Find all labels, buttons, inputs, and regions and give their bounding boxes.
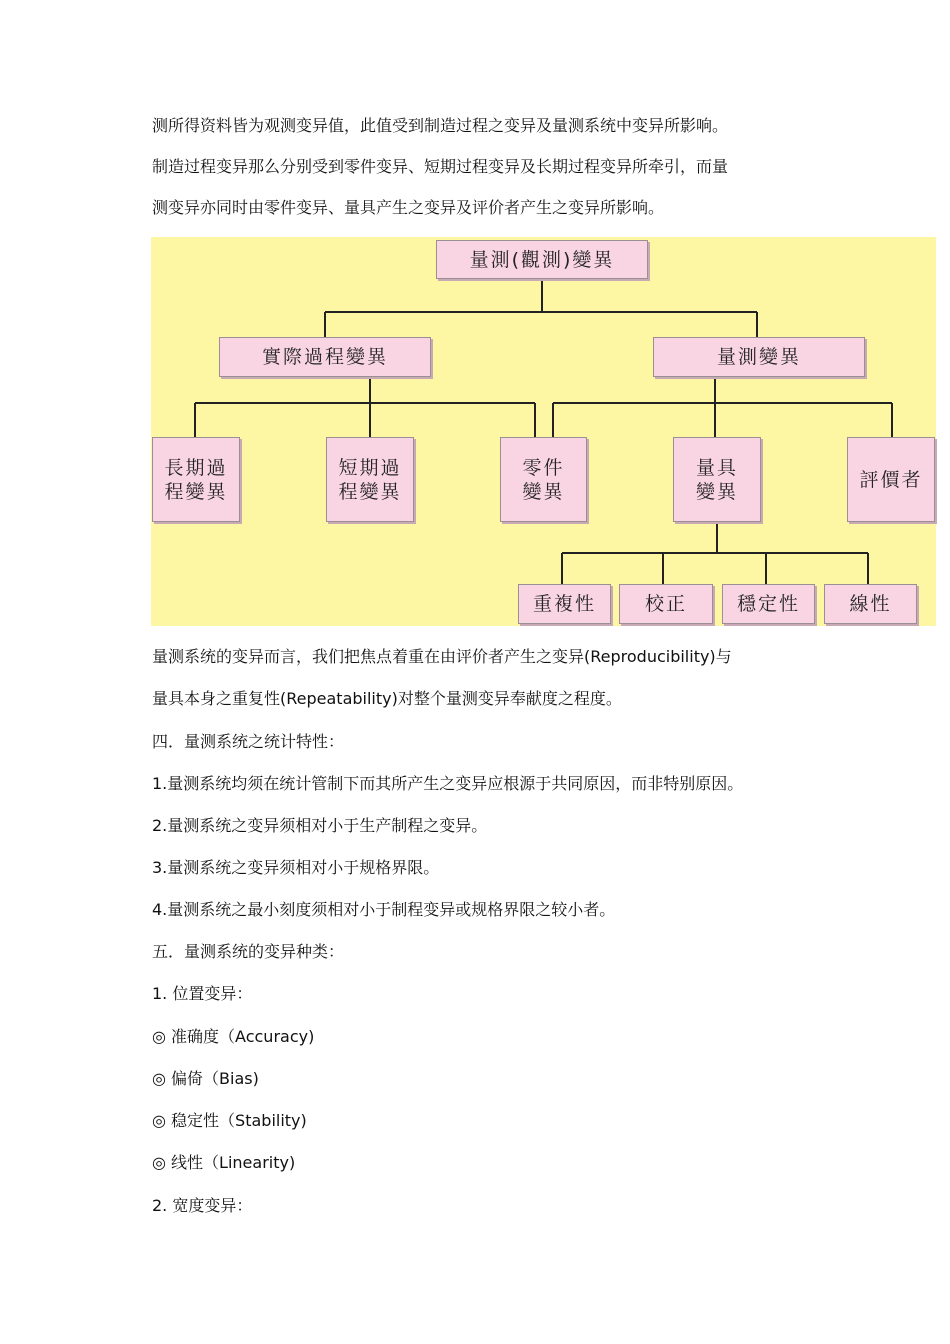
node-long-term-variation: 長期過 程變異 bbox=[152, 437, 240, 522]
node-repeatability: 重複性 bbox=[518, 584, 611, 624]
node-part-variation: 零件 變異 bbox=[500, 437, 587, 522]
subsection-location-variation: 1. 位置变异： bbox=[152, 984, 253, 1003]
paragraph-line-1: 测所得资料皆为观测变异值，此值受到制造过程之变异及量测系统中变异所影响。 bbox=[152, 116, 729, 135]
node-short-term-variation: 短期過 程變異 bbox=[326, 437, 414, 522]
list-item-2: 2.量测系统之变异须相对小于生产制程之变异。 bbox=[152, 816, 488, 835]
section-heading-5: 五．量测系统的变异种类： bbox=[152, 942, 345, 961]
node-gauge-variation: 量具 變異 bbox=[673, 437, 761, 522]
node-measured-variation: 量測(觀測)變異 bbox=[436, 240, 648, 279]
paragraph-line-4: 量测系统的变异而言，我们把焦点着重在由评价者产生之变异(Reproducibility)与 bbox=[152, 647, 732, 666]
paragraph-line-5: 量具本身之重复性(Repeatability)对整个量测变异奉献度之程度。 bbox=[152, 689, 622, 708]
paragraph-line-2: 制造过程变异那么分别受到零件变异、短期过程变异及长期过程变异所牵引，而量 bbox=[152, 157, 729, 176]
bullet-stability: ◎ 稳定性（Stability) bbox=[152, 1111, 307, 1130]
node-actual-process-variation: 實際過程變異 bbox=[219, 337, 431, 377]
list-item-1: 1.量测系统均须在统计管制下而其所产生之变异应根源于共同原因，而非特别原因。 bbox=[152, 774, 744, 793]
bullet-bias: ◎ 偏倚（Bias) bbox=[152, 1069, 259, 1088]
node-measurement-variation: 量測變異 bbox=[653, 337, 865, 377]
variation-hierarchy-diagram bbox=[151, 237, 936, 626]
subsection-width-variation: 2. 宽度变异： bbox=[152, 1196, 253, 1215]
list-item-3: 3.量测系统之变异须相对小于规格界限。 bbox=[152, 858, 440, 877]
node-stability: 穩定性 bbox=[722, 584, 815, 624]
bullet-accuracy: ◎ 准确度（Accuracy) bbox=[152, 1027, 315, 1046]
section-heading-4: 四．量测系统之统计特性： bbox=[152, 732, 345, 751]
paragraph-line-3: 测变异亦同时由零件变异、量具产生之变异及评价者产生之变异所影响。 bbox=[152, 198, 665, 217]
bullet-linearity: ◎ 线性（Linearity) bbox=[152, 1153, 296, 1172]
node-calibration: 校正 bbox=[619, 584, 713, 624]
node-appraiser: 評價者 bbox=[847, 437, 935, 522]
list-item-4: 4.量测系统之最小刻度须相对小于制程变异或规格界限之较小者。 bbox=[152, 900, 616, 919]
diagram-connectors bbox=[151, 237, 936, 626]
node-linearity: 線性 bbox=[824, 584, 917, 624]
